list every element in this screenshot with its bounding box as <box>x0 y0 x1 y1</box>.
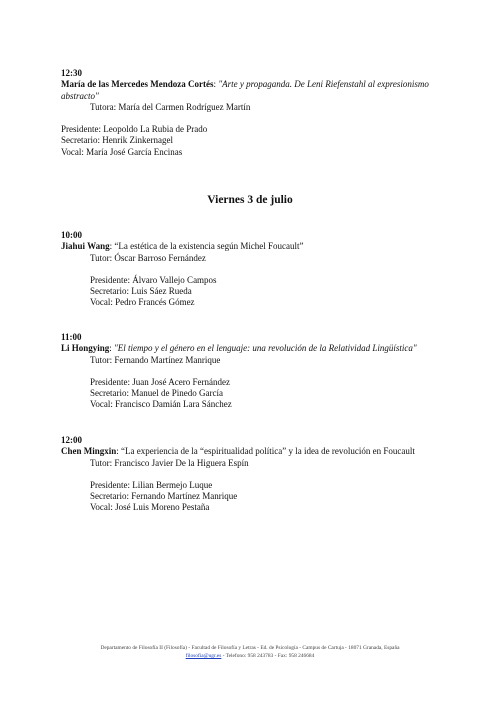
session-time: 11:00 <box>61 332 82 342</box>
session-title: "Arte y propaganda. De Leni Riefenstahl al expresionismo abstracto" <box>61 79 429 101</box>
session-time: 10:00 <box>61 230 82 240</box>
session-tutor: Tutor: Francisco Javier De la Higuera Espín <box>90 457 249 468</box>
tribunal-vocal: Vocal: María José García Encinas <box>61 146 183 157</box>
footer-contact <box>0 652 500 660</box>
session-block-1230: 12:30 María de las Mercedes Mendoza Cortés: "Arte y propaganda. De Leni Riefenstahl al expresionismo abstracto" Tutora: María del Carmen Rodríguez Martín Presidente: Leopoldo La Rubia de Prado Secretario: Henrik Zinkernagel Vocal: María José García Encinas <box>61 68 461 158</box>
session-title: “La experiencia de la “espiritualidad política” y la idea de revolución en Foucault <box>121 446 415 457</box>
session-block-1000: 10:00 Jiahui Wang: “La estética de la existencia según Michel Foucault” Tutor: Óscar Barroso Fernández Presidente: Álvaro Vallejo Campos Secretario: Luis Sáez Rueda Vocal: Pedro Francés Gómez <box>61 230 461 309</box>
session-tutor: Tutor: Fernando Martínez Manrique <box>90 354 221 365</box>
tribunal-secretary: Secretario: Henrik Zinkernagel <box>61 135 173 146</box>
session-time: 12:00 <box>61 435 82 445</box>
session-block-1100: 11:00 Li Hongying: "El tiempo y el género en el lenguaje: una revolución de la Relatividad Lingüística" Tutor: Fernando Martínez Manrique Presidente: Juan José Acero Fernández Secretario: Manuel de Pinedo García Vocal: Francisco Damián Lara Sánchez <box>61 332 461 411</box>
session-block-1200: 12:00 Chen Mingxin: “La experiencia de la “espiritualidad política” y la idea de revolución en Foucault Tutor: Francisco Javier De la Higuera Espín Presidente: Lilian Bermejo Luque Secretario: Fernando Martínez Manrique Vocal: José Luis Moreno Pestaña <box>61 435 461 514</box>
tribunal-president: Presidente: Juan José Acero Fernández <box>90 376 230 387</box>
session-tutor: Tutora: María del Carmen Rodríguez Martín <box>90 101 251 112</box>
tribunal-secretary: Secretario: Luis Sáez Rueda <box>90 286 192 297</box>
session-author: María de las Mercedes Mendoza Cortés <box>61 79 214 90</box>
session-author: Li Hongying <box>61 343 110 354</box>
footer-phone-fax: - Telefono: 958 243783 - Fax: 958 246684 <box>221 653 315 659</box>
tribunal-vocal: Vocal: Pedro Francés Gómez <box>90 297 195 308</box>
tribunal-secretary: Secretario: Manuel de Pinedo García <box>90 388 223 399</box>
footer-address: Departamento de Filosofía II (Filosofía) - Facultad de Filosofía y Letras - Ed. de Psicología - Campus de Cartuja - 18071 Granada, España <box>100 645 400 651</box>
tribunal-president: Presidente: Leopoldo La Rubia de Prado <box>61 124 208 135</box>
tribunal-vocal: Vocal: José Luis Moreno Pestaña <box>90 502 210 513</box>
session-tutor: Tutor: Óscar Barroso Fernández <box>90 252 206 263</box>
session-author: Jiahui Wang <box>61 241 110 252</box>
tribunal-president: Presidente: Lilian Bermejo Luque <box>90 479 213 490</box>
session-title: “La estética de la existencia según Michel Foucault” <box>114 241 304 252</box>
footer-email-link[interactable]: filosofia@ugr.es <box>185 653 222 659</box>
session-time: 12:30 <box>61 68 82 78</box>
page-footer <box>0 644 500 660</box>
tribunal-secretary: Secretario: Fernando Martínez Manrique <box>90 491 238 502</box>
session-title: "El tiempo y el género en el lenguaje: una revolución de la Relatividad Lingüística" <box>114 343 417 354</box>
tribunal-vocal: Vocal: Francisco Damián Lara Sánchez <box>90 399 232 410</box>
session-author: Chen Mingxin <box>61 446 117 457</box>
day-heading: Viernes 3 de julio <box>207 194 293 206</box>
tribunal-president: Presidente: Álvaro Vallejo Campos <box>90 274 217 285</box>
